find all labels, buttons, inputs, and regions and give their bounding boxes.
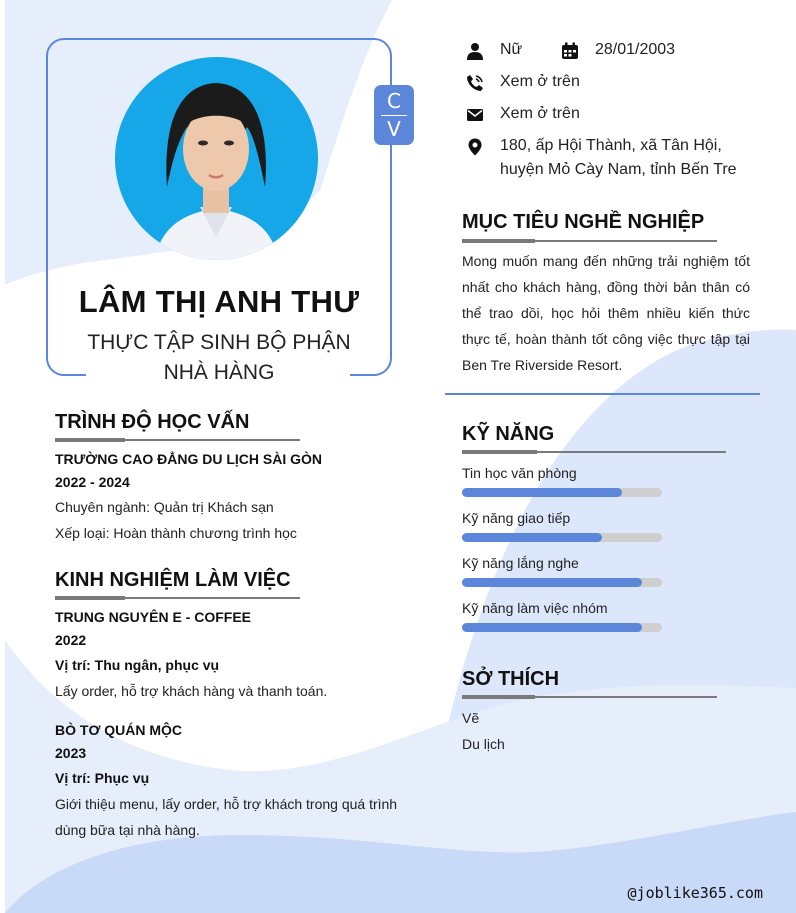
job-year: 2023 [55, 745, 87, 761]
skills-title-underline [462, 451, 726, 453]
portrait-photo [115, 57, 318, 260]
job-role: Vị trí: Phục vụ [55, 770, 150, 786]
objective-title-underline [462, 240, 717, 242]
contact-phone [466, 73, 580, 94]
footer-handle: @joblike365.com [627, 884, 763, 902]
job-company: BÒ TƠ QUÁN MỘC [55, 722, 183, 738]
education-rank: Xếp loại: Hoàn thành chương trình học [55, 525, 297, 541]
skill-label: Kỹ năng giao tiếp [462, 510, 571, 526]
hobby-item: Du lịch [462, 736, 505, 752]
hobbies-title: SỞ THÍCH [462, 668, 560, 690]
education-years: 2022 - 2024 [55, 474, 130, 490]
contact-gender [466, 41, 522, 62]
skill-label: Kỹ năng lắng nghe [462, 555, 579, 571]
cv-badge-divider [381, 115, 407, 116]
job-description: Giới thiệu menu, lấy order, hỗ trợ khách trong quá trình dùng bữa tại nhà hàng. [55, 796, 398, 838]
job-company: TRUNG NGUYÊN E - COFFEE [55, 609, 252, 625]
education-major: Chuyên ngành: Quản trị Khách sạn [55, 499, 274, 515]
cv-badge [374, 85, 414, 145]
experience-title: KINH NGHIỆM LÀM VIỆC [55, 569, 291, 591]
contact-birthday [561, 41, 675, 62]
cv-badge-letter-v: V [387, 117, 401, 141]
skill-bar-fill [462, 533, 602, 542]
skill-bar [462, 533, 662, 542]
candidate-name: LÂM THỊ ANH THƯ [78, 284, 360, 319]
skill-label: Kỹ năng làm việc nhóm [462, 600, 608, 616]
skill-bar [462, 578, 662, 587]
hobbies-title-underline [462, 696, 717, 698]
skill-bar-fill [462, 623, 642, 632]
contact-email [466, 105, 580, 126]
person-icon [466, 42, 484, 60]
location-icon [466, 138, 484, 156]
objective-title: MỤC TIÊU NGHỀ NGHIỆP [462, 211, 705, 233]
skills-title: KỸ NĂNG [462, 423, 555, 445]
skill-bar-fill [462, 488, 622, 497]
education-title-underline [55, 439, 300, 441]
education-title: TRÌNH ĐỘ HỌC VẤN [55, 411, 250, 433]
address-value: 180, ấp Hội Thành, xã Tân Hội, huyện Mỏ Cày Nam, tỉnh Bến Tre [500, 137, 737, 178]
phone-value: Xem ở trên [500, 73, 580, 90]
section-divider [445, 393, 760, 395]
skill-bar-fill [462, 578, 642, 587]
experience-title-underline [55, 597, 300, 599]
calendar-icon [561, 42, 579, 60]
skill-label: Tin học văn phòng [462, 465, 577, 481]
birthday-value: 28/01/2003 [595, 41, 676, 58]
candidate-position: THỰC TẬP SINH BỘ PHẬN NHÀ HÀNG [87, 331, 351, 384]
hobby-item: Vẽ [462, 710, 480, 726]
contact-address [466, 137, 756, 182]
portrait-illustration [115, 57, 318, 260]
job-year: 2022 [55, 632, 87, 648]
education-school: TRƯỜNG CAO ĐẲNG DU LỊCH SÀI GÒN [55, 451, 322, 467]
cv-badge-letter-c: C [387, 89, 401, 113]
skill-bar [462, 488, 662, 497]
mail-icon [466, 106, 484, 124]
email-value: Xem ở trên [500, 105, 580, 122]
job-role: Vị trí: Thu ngân, phục vụ [55, 657, 220, 673]
phone-icon [466, 74, 484, 92]
objective-text: Mong muốn mang đến những trải nghiệm tốt nhất cho khách hàng, đồng thời bản thân có thể trao dồi, học hỏi thêm nhiều kiến thức thực tế, hoàn thành tốt công việc thực tập tại Ben Tre Riverside Resort. [462, 253, 750, 373]
gender-value: Nữ [500, 41, 523, 58]
job-description: Lấy order, hỗ trợ khách hàng và thanh toán. [55, 683, 328, 699]
skill-bar [462, 623, 662, 632]
